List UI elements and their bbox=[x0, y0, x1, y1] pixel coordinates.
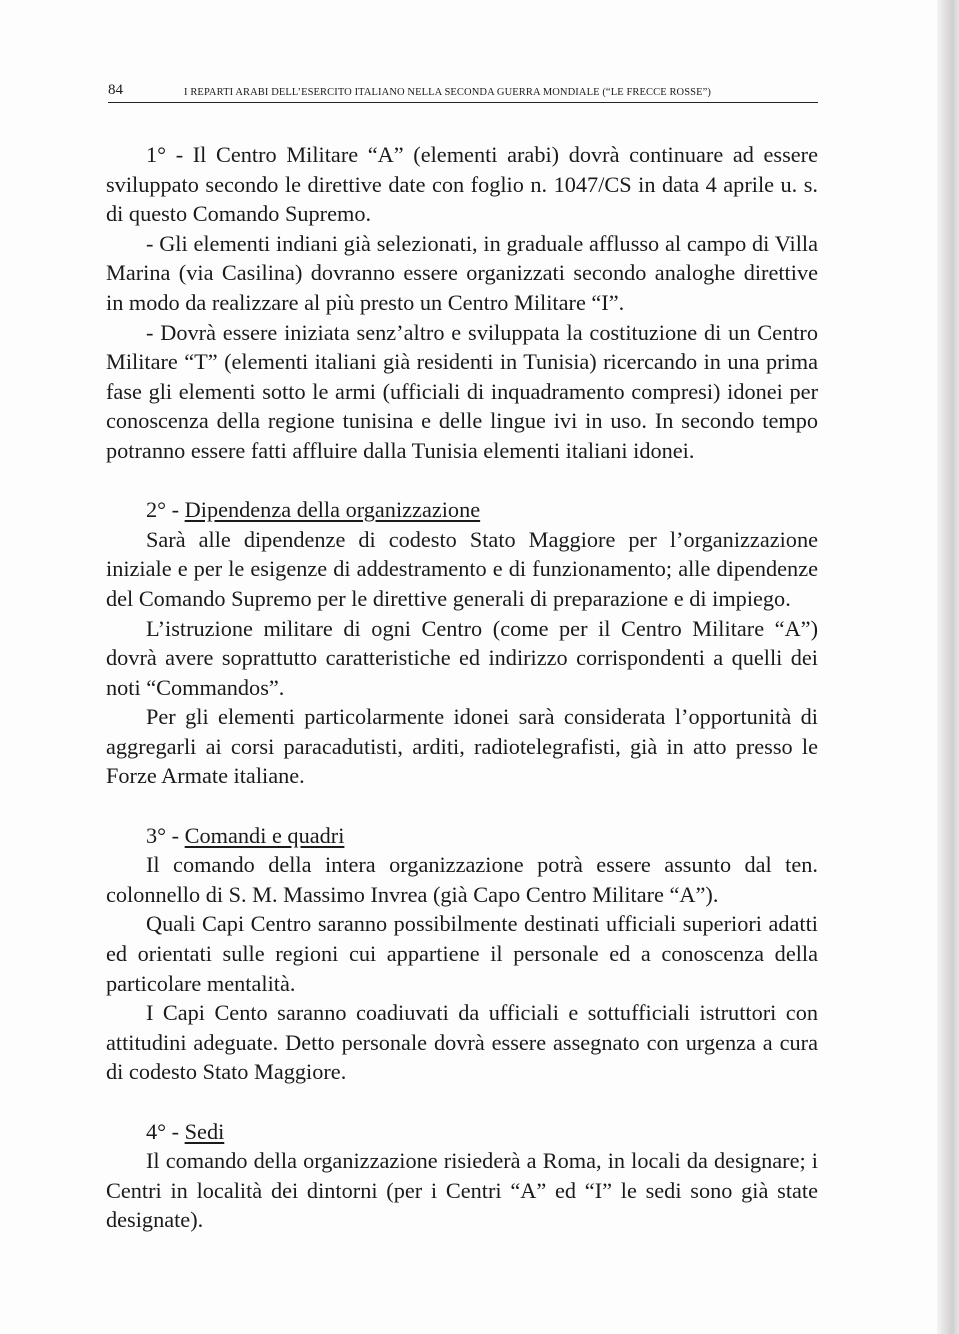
paragraph: Per gli elementi particolarmente idonei sarà considerata l’opportunità di aggregarli ai corsi paracadutisti, arditi, radiotelegrafisti, già in atto presso le Forze Armate italiane. bbox=[106, 704, 818, 789]
running-header bbox=[108, 82, 818, 103]
paragraph: 1° - Il Centro Militare “A” (elementi arabi) dovrà continuare ad essere sviluppato secondo le direttive date con foglio n. 1047/CS in data 4 aprile u. s. di questo Comando Supremo. bbox=[106, 142, 818, 227]
paragraph: - Gli elementi indiani già selezionati, in graduale afflusso al campo di Villa Marina (via Casilina) dovranno essere organizzati secondo analoghe direttive in modo da realizzare al più presto un Centro Militare “I”. bbox=[106, 230, 818, 315]
section-title: Sedi bbox=[184, 1118, 225, 1144]
section-number: 2° - bbox=[146, 497, 185, 523]
section-title: Dipendenza della organizzazione bbox=[184, 497, 481, 523]
paragraph: - Dovrà essere iniziata senz’altro e sviluppata la costituzione di un Centro Militare “T” (elementi italiani già residenti in Tunisia) ricercando in una prima fase gli elementi sotto le armi (ufficiali di inquadramento compresi) idonei per conoscenza della regione tunisina e delle lingue ivi in uso. In secondo tempo potranno essere fatti affluire dalla Tunisia elementi italiani idonei. bbox=[106, 319, 818, 463]
paragraph: Il comando della intera organizzazione potrà essere assunto dal ten. colonnello di S. M. Massimo Invrea (già Capo Centro Militare “A”). bbox=[106, 852, 818, 907]
body-text bbox=[106, 140, 818, 1235]
section-title: Comandi e quadri bbox=[184, 822, 345, 848]
page-number: 84 bbox=[108, 82, 123, 98]
paragraph: Sarà alle dipendenze di codesto Stato Maggiore per l’organizzazione iniziale e per le esigenze di addestramento e di funzionamento; alle dipendenze del Comando Supremo per le direttive generali di preparazione e di impiego. bbox=[106, 526, 818, 611]
section-heading-comandi bbox=[106, 821, 818, 851]
paragraph: L’istruzione militare di ogni Centro (come per il Centro Militare “A”) dovrà avere soprattutto caratteristiche ed indirizzo corrispondenti a quelli dei noti “Commandos”. bbox=[106, 615, 818, 700]
page-edge-shadow bbox=[937, 0, 959, 1334]
running-title: I REPARTI ARABI DELL’ESERCITO ITALIANO NELLA SECONDA GUERRA MONDIALE (“LE FRECCE ROSSE”) bbox=[184, 87, 711, 98]
section-number: 4° - bbox=[146, 1118, 185, 1144]
paragraph: I Capi Cento saranno coadiuvati da ufficiali e sottufficiali istruttori con attitudini adeguate. Detto personale dovrà essere assegnato con urgenza a cura di codesto Stato Maggiore. bbox=[106, 1000, 818, 1085]
paragraph: Quali Capi Centro saranno possibilmente destinati ufficiali superiori adatti ed orientati sulle regioni cui appartiene il personale ed a conoscenza della particolare mentalità. bbox=[106, 911, 818, 996]
section-heading-dipendenza bbox=[106, 495, 818, 525]
paragraph: Il comando della organizzazione risiederà a Roma, in locali da designare; i Centri in località dei dintorni (per i Centri “A” ed “I” le sedi sono già state designate). bbox=[106, 1148, 818, 1233]
section-heading-sedi bbox=[106, 1117, 818, 1147]
section-number: 3° - bbox=[146, 822, 185, 848]
